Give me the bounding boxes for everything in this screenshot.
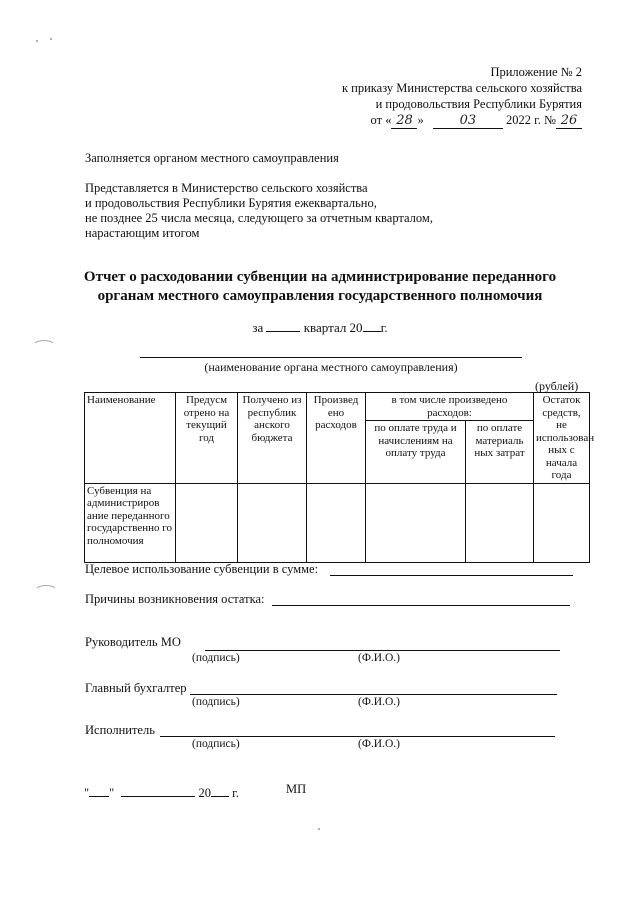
- cell-spent[interactable]: [307, 483, 366, 562]
- order-number: 26: [556, 114, 582, 129]
- date-year: 2022 г. №: [505, 113, 556, 127]
- executor-signature-line[interactable]: [160, 736, 555, 737]
- head-signature-line[interactable]: [205, 650, 560, 651]
- units-label: (рублей): [535, 379, 579, 393]
- purpose-label: Целевое использование субвенции в сумме:: [85, 562, 319, 576]
- submission-line: не позднее 25 числа месяца, следующего за отчетным кварталом,: [85, 211, 433, 225]
- header-planned: Предусм отрено на текущий год: [176, 393, 238, 484]
- appendix-number: Приложение № 2: [490, 65, 582, 79]
- row-name: Субвенция на администриров ание переданного государственно го полномочия: [85, 483, 176, 562]
- signature-role: Руководитель МО: [85, 635, 181, 649]
- reasons-label: Причины возникновения остатка:: [85, 592, 265, 606]
- name-caption: (Ф.И.О.): [358, 696, 400, 708]
- report-title: [0, 268, 640, 306]
- report-title-line: органам местного самоуправления государственного полномочия: [97, 288, 543, 304]
- appendix-date-line: [342, 112, 582, 129]
- scan-speck: [50, 38, 52, 40]
- report-title-line: Отчет о расходовании субвенции на администрирование переданного: [83, 269, 557, 285]
- quote-close: ": [109, 786, 115, 800]
- period-middle: квартал 20: [303, 320, 363, 335]
- date-prefix: от «: [370, 113, 392, 127]
- year-field[interactable]: [211, 782, 229, 797]
- appendix-ministry: и продовольствия Республики Бурятия: [375, 97, 582, 111]
- cell-labor[interactable]: [366, 483, 466, 562]
- signature-role: Главный бухгалтер: [85, 681, 187, 695]
- signature-caption: (подпись): [192, 652, 240, 664]
- period-suffix: г.: [380, 320, 388, 335]
- stamp-place: МП: [286, 782, 307, 796]
- header-labor: по оплате труда и начислениям на оплату труда: [366, 421, 466, 484]
- header-including: в том числе произведено расходов:: [366, 393, 534, 421]
- org-name-caption: (наименование органа местного самоуправления): [204, 360, 458, 374]
- signature-caption: (подпись): [192, 738, 240, 750]
- hole-punch-mark: [34, 585, 58, 599]
- table-row: [85, 483, 590, 562]
- header-materials: по оплате материаль ных затрат: [466, 421, 534, 484]
- cell-received[interactable]: [238, 483, 307, 562]
- period-prefix: за: [252, 320, 264, 335]
- cell-remainder[interactable]: [534, 483, 590, 562]
- submission-line: нарастающим итогом: [85, 226, 200, 240]
- header-spent: Произвед ено расходов: [307, 393, 366, 484]
- month-field[interactable]: [121, 782, 195, 797]
- date-mid: »: [417, 113, 424, 127]
- day-field[interactable]: [89, 782, 109, 797]
- quote-open: ": [84, 786, 90, 800]
- year-field[interactable]: [363, 317, 381, 332]
- org-name-line[interactable]: [140, 357, 522, 358]
- name-caption: (Ф.И.О.): [358, 652, 400, 664]
- date-month: 03: [433, 114, 503, 129]
- appendix-order: к приказу Министерства сельского хозяйства: [341, 81, 582, 95]
- year-prefix: 20: [198, 786, 211, 800]
- quarter-field[interactable]: [266, 317, 300, 332]
- header-name: Наименование: [85, 393, 176, 484]
- date-day: 28: [391, 114, 417, 129]
- cell-planned[interactable]: [176, 483, 238, 562]
- footer-date: [84, 782, 239, 801]
- accountant-signature-line[interactable]: [190, 694, 557, 695]
- year-suffix: г.: [232, 786, 239, 800]
- scan-speck: [36, 40, 38, 42]
- purpose-amount-line[interactable]: [330, 575, 573, 576]
- name-caption: (Ф.И.О.): [358, 738, 400, 750]
- cell-materials[interactable]: [466, 483, 534, 562]
- submission-line: и продовольствия Республики Бурятия ежеквартально,: [85, 196, 377, 210]
- signature-role: Исполнитель: [85, 723, 155, 737]
- filled-by-note: Заполняется органом местного самоуправления: [85, 151, 339, 165]
- reasons-line[interactable]: [272, 605, 570, 606]
- signature-caption: (подпись): [192, 696, 240, 708]
- hole-punch-mark: [32, 340, 56, 354]
- table-header-row: [85, 393, 590, 421]
- header-remainder: Остаток средств, не использован ных с начала года: [534, 393, 590, 484]
- submission-line: Представляется в Министерство сельского хозяйства: [85, 181, 368, 195]
- report-period: [0, 317, 640, 336]
- header-received: Получено из республик анского бюджета: [238, 393, 307, 484]
- appendix-header: [342, 64, 582, 129]
- report-table: [84, 392, 595, 563]
- scan-speck: [318, 828, 320, 830]
- submission-note: [85, 181, 433, 241]
